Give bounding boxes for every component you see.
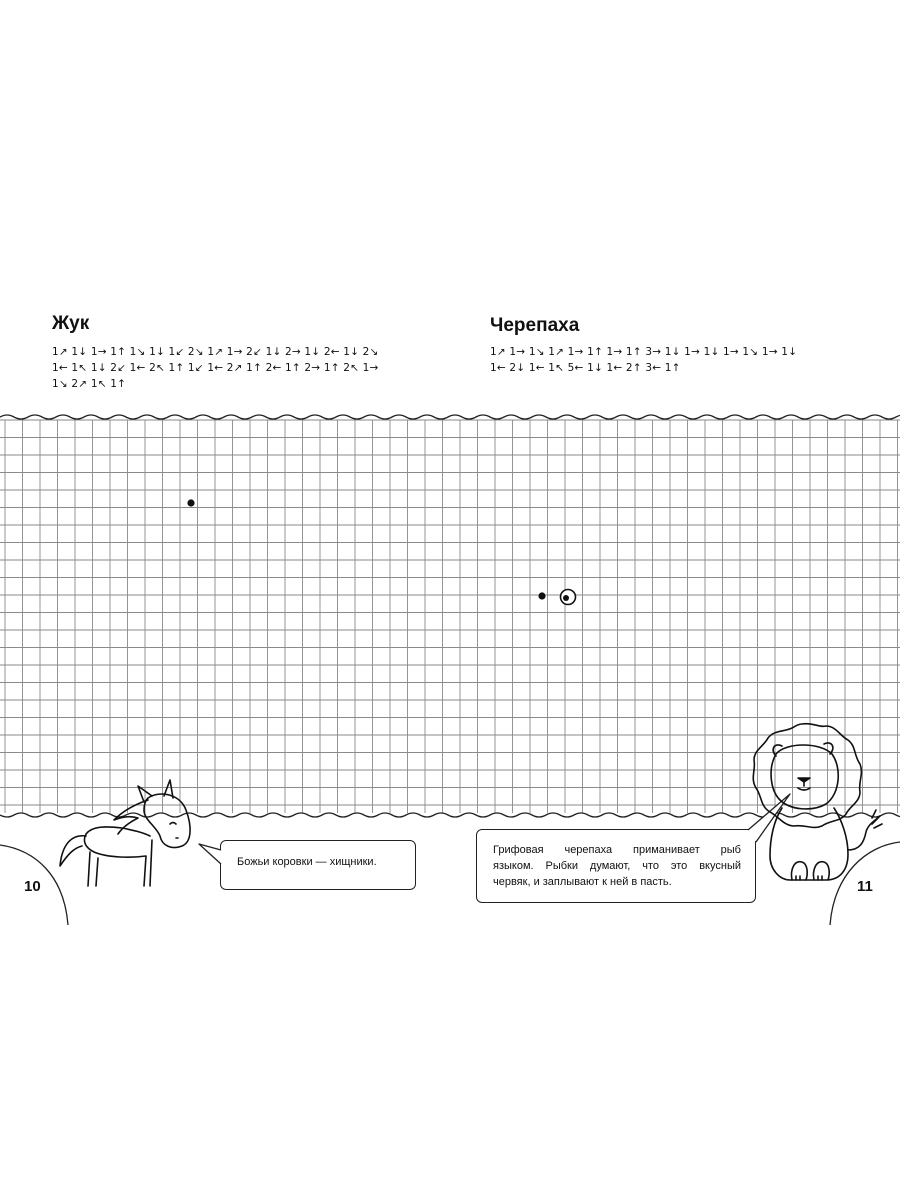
code-line: 1↗ 1↓ 1→ 1↑ 1↘ 1↓ 1↙ 2↘ 1↗ 1→ 2↙ 1↓ 2→ 1↓ 2← 1↓ 2↘ [52,346,379,358]
code-line: 1← 1↖ 1↓ 2↙ 1← 2↖ 1↑ 1↙ 1← 2↗ 1↑ 2← 1↑ 2→ 1↑ 2↖ 1→ [52,362,379,374]
code-line: 1↘ 2↗ 1↖ 1↑ [52,378,127,390]
eye-icon [561,590,576,605]
grid-top-wavy-border [0,415,900,419]
right-page-corner-circle [800,820,900,930]
page-number: 11 [857,878,873,895]
right-speech-line: языком. Рыбки думают, что это вкусный [493,860,741,872]
left-code-instructions [52,344,379,392]
page-number: 10 [24,878,41,895]
right-speech-line: червяк, и заплывают к ней в пасть. [493,876,672,888]
left-speech-text: Божьи коровки — хищники. [237,856,377,868]
code-line: 1↗ 1→ 1↘ 1↗ 1→ 1↑ 1→ 1↑ 3→ 1↓ 1→ 1↓ 1→ 1↘ 1→ 1↓ [490,346,798,358]
start-dot-icon[interactable] [538,592,545,599]
right-page-title: Черепаха [490,315,580,336]
left-speech-tail [196,838,226,878]
left-page-title: Жук [52,313,90,334]
start-dot-icon[interactable] [187,499,194,506]
right-code-instructions [490,344,797,376]
horse-illustration-icon [52,776,202,891]
left-speech-bubble [220,840,416,890]
right-speech-line: Грифовая черепаха приманивает рыб [493,844,741,856]
right-speech-bubble [476,829,756,903]
code-line: 1← 2↓ 1← 1↖ 5← 1↓ 1← 2↑ 3← 1↑ [490,362,681,374]
